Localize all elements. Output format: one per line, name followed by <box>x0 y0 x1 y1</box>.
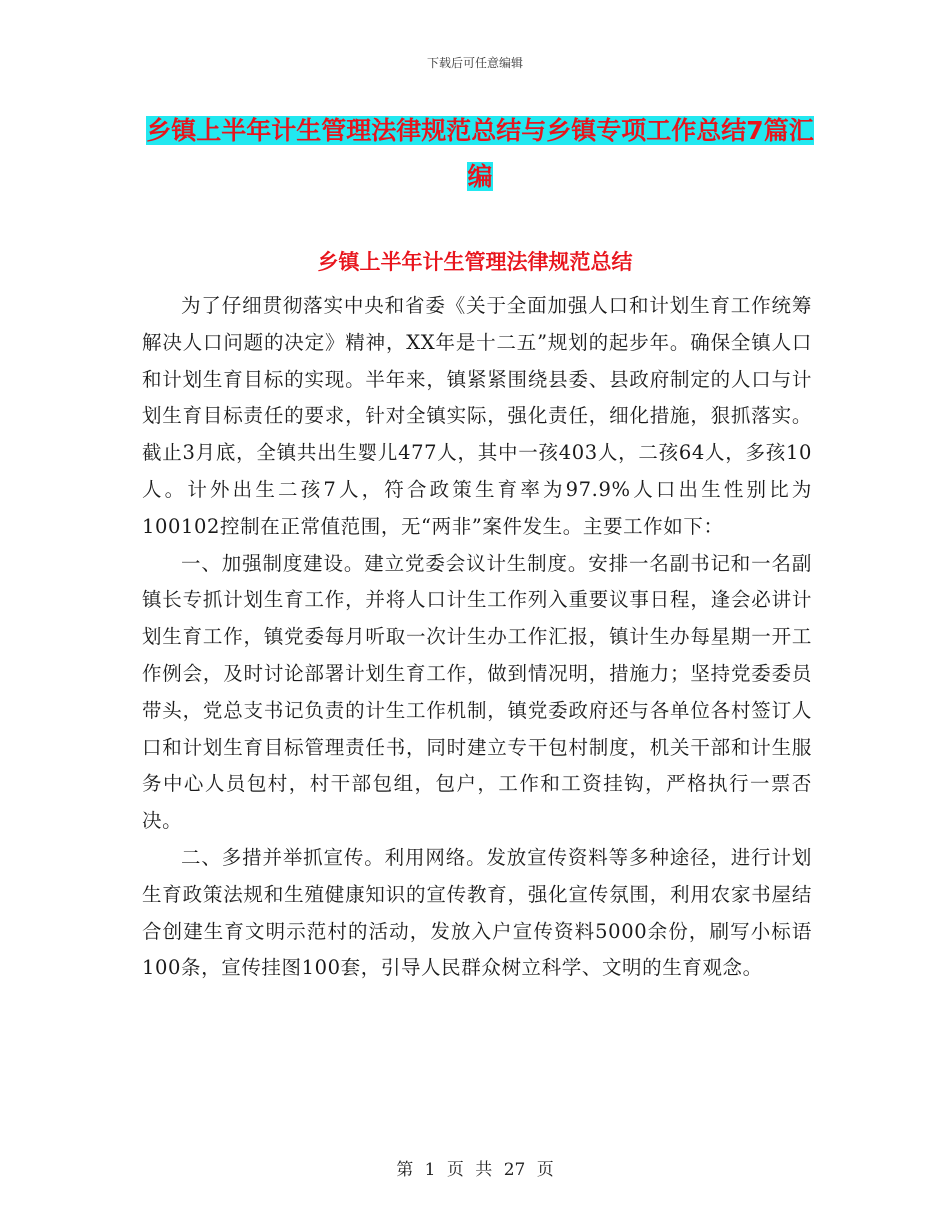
header-note: 下载后可任意编辑 <box>426 56 523 70</box>
document-body <box>142 288 812 987</box>
document-title-text: 乡镇上半年计生管理法律规范总结与乡镇专项工作总结7篇汇编 <box>146 116 814 191</box>
document-title <box>140 108 820 200</box>
page-footer: 第 1 页 共 27 页 <box>396 1160 554 1180</box>
section-title: 乡镇上半年计生管理法律规范总结 <box>317 250 633 274</box>
paragraph-publicity: 二、多措并举抓宣传。利用网络。发放宣传资料等多种途径，进行计划生育政策法规和生殖健康知识的宣传教育，强化宣传氛围，利用农家书屋结合创建生育文明示范村的活动，发放入户宣传资料5000余份，刷写小标语100条，宣传挂图100套，引导人民群众树立科学、文明的生育观念。 <box>142 845 812 980</box>
paragraph-intro: 为了仔细贯彻落实中央和省委《关于全面加强人口和计划生育工作统筹解决人口问题的决定》精神，XX年是十二五”规划的起步年。确保全镇人口和计划生育目标的实现。半年来，镇紧紧围绕县委、县政府制定的人口与计划生育目标责任的要求，针对全镇实际，强化责任，细化措施，狠抓落实。截止3月底，全镇共出生婴儿477人，其中一孩403人，二孩64人，多孩10人。计外出生二孩7人，符合政策生育率为97.9%人口出生性别比为100102控制在正常值范围，无“两非”案件发生。主要工作如下： <box>142 294 812 538</box>
paragraph-system-building: 一、加强制度建设。建立党委会议计生制度。安排一名副书记和一名副镇长专抓计划生育工作，并将人口计生工作列入重要议事日程，逢会必讲计划生育工作，镇党委每月听取一次计生办工作汇报，镇计生办每星期一开工作例会，及时讨论部署计划生育工作，做到情况明，措施力；坚持党委委员带头，党总支书记负责的计生工作机制，镇党委政府还与各单位各村签订人口和计划生育目标管理责任书，同时建立专干包村制度，机关干部和计生服务中心人员包村，村干部包组，包户，工作和工资挂钩，严格执行一票否决。 <box>142 551 812 833</box>
